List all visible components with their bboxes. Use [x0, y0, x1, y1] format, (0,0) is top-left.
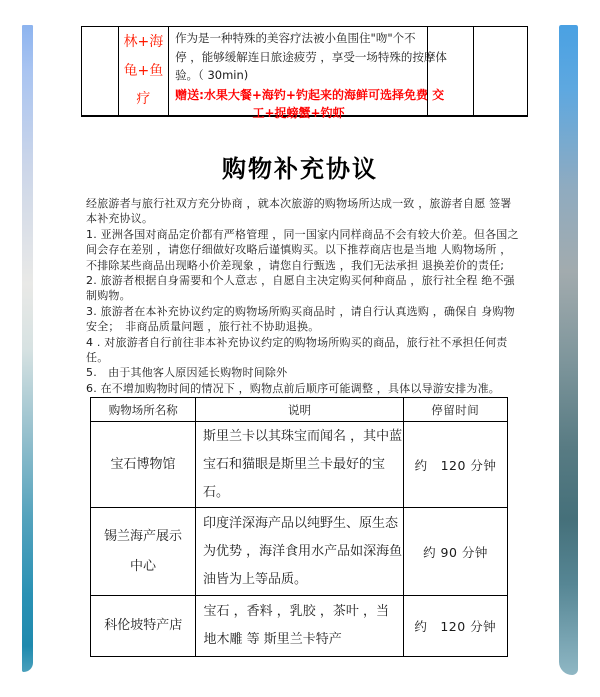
header-description: 说明 [195, 398, 402, 421]
venue-description: 印度洋深海产品以纯野生、原生态 为优势 ，海洋食用水产品如深海鱼 油皆为上等品质。 [195, 508, 403, 595]
venue-name: 科伦坡特产店 [104, 618, 183, 633]
header-duration: 停留时间 [403, 398, 507, 421]
header-venue-name: 购物场所名称 [108, 402, 178, 417]
shopping-venues-table [90, 397, 508, 657]
venue-duration: 约 90 分钟 [403, 508, 507, 595]
table-row [91, 507, 507, 595]
table-row [91, 421, 507, 507]
bonus-gift-text: 赠送:水果大餐+海钓+钓起来的海鲜可选择免费 交 工+捉螃蟹+钓虾 [175, 87, 445, 120]
right-decorative-border-bar [559, 25, 578, 675]
venue-duration: 约 120 分钟 [403, 596, 507, 656]
activity-description-cell [168, 27, 447, 120]
table-header-row [91, 398, 507, 421]
venue-name: 锡兰海产展示 中心 [103, 528, 182, 574]
venue-duration: 约 120 分钟 [403, 422, 507, 507]
itinerary-empty-cell [427, 27, 473, 115]
itinerary-table-continuation [81, 26, 528, 120]
left-decorative-border-bar [22, 25, 33, 672]
itinerary-empty-cell [473, 27, 527, 115]
table-row [91, 595, 507, 656]
page-title: 购物补充协议 [222, 154, 378, 183]
agreement-terms-text: 经旅游者与旅行社双方充分协商 ，就本次旅游的购物场所达成一致 ，旅游者自愿 签署 本补充协议。 1. 亚洲各国对商品定价都有严格管理 ，同一国家内同样商品不会有较大价差。但各国之 间会存在差别 ，请您仔细做好攻略后谨慎购买。以下推荐商店也是当地 人购物场所 ， 不排除某些商品出现略小价差现象 ，请您自行甄选 ，我们无法承担 退换差价的责任; 2. 旅游者根据自身需要和个人意志 ，自愿自主决定购买何种商品 ，旅行社全程 绝不强 制购物。 3. 旅游者在本补充协议约定的购物场所购买商品时 ，请自行认真选购 ，确保自 身购物 安全； 非商品质量问题 ，旅行社不协助退换。 4 . 对旅游者自行前往非本补充协议约定的购物场所购买的商品，旅行社不承担任何责 任。 5. 由于其他客人原因延长购物时间除外 6. 在不增加购物时间的情况下 ，购物点前后顺序可能调整 ，具体以导游安排为准。 [86, 197, 519, 395]
activity-description-text: 作为是一种特殊的美容疗法被小鱼围住"吻"个不 停 ，能够缓解连日旅途疲劳 ，享受一场特殊的按摩体 验。（ 30min) [175, 31, 447, 82]
activity-name-cell: 林+海 龟+鱼 疗 [118, 27, 168, 115]
venue-name: 宝石博物馆 [110, 456, 176, 472]
venue-description: 宝石 ，香料 ，乳胶 ，茶叶 ，当 地木雕 等 斯里兰卡特产 [195, 596, 402, 656]
itinerary-empty-cell [82, 27, 118, 115]
venue-description: 斯里兰卡以其珠宝而闻名 ，其中蓝 宝石和猫眼是斯里兰卡最好的宝 石。 [195, 422, 403, 507]
